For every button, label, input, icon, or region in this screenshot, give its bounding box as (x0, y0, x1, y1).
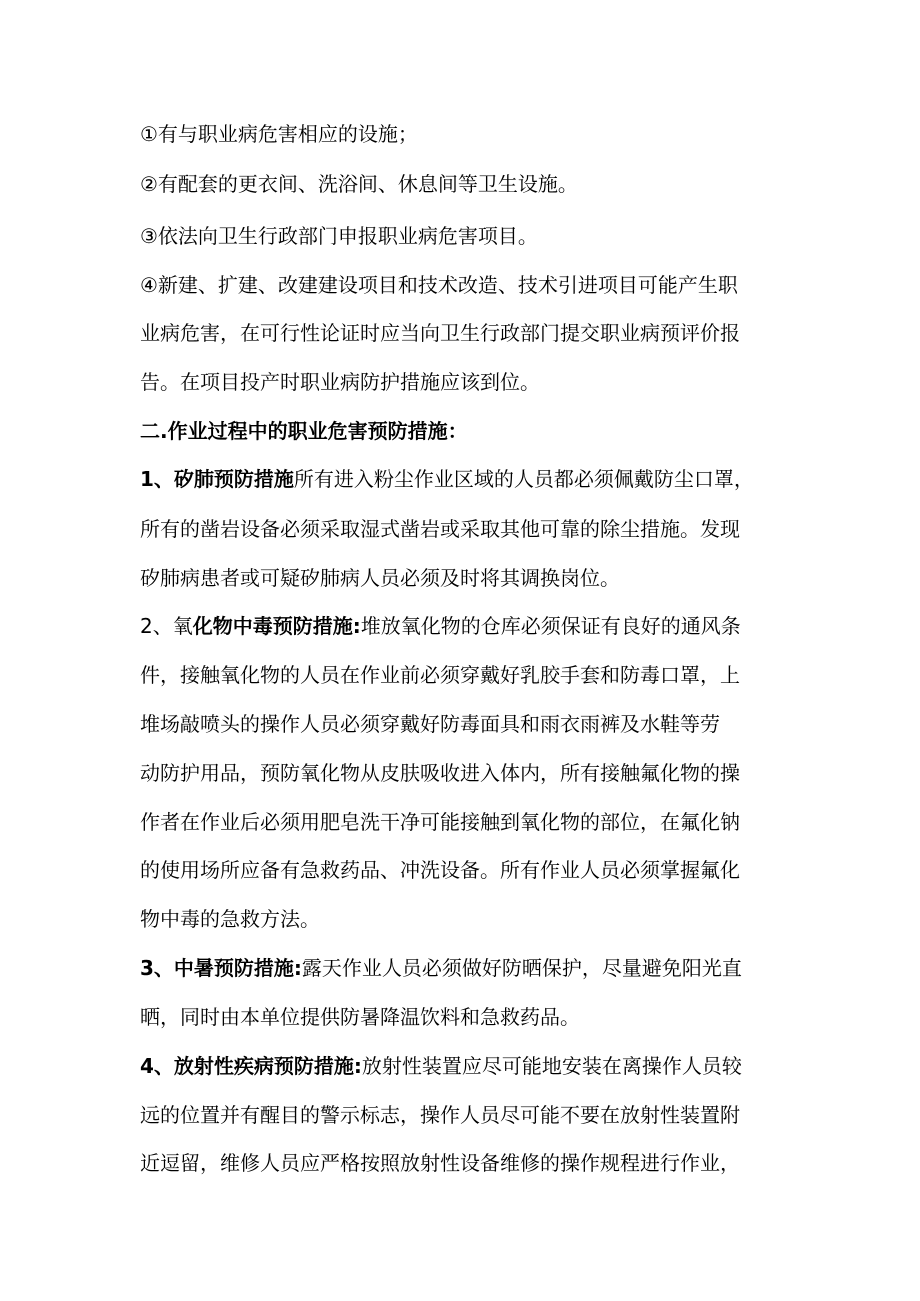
paragraph-title: 3、中暑预防措施: (140, 956, 302, 980)
paragraph-title: 化物中毒预防措施: (192, 614, 361, 638)
paragraph-radiation-line2: 远的位置并有醒目的警示标志，操作人员尽可能不要在放射性装置附 (140, 1103, 740, 1127)
list-item-projects-line3: 告。在项目投产时职业病防护措施应该到位。 (140, 370, 540, 394)
paragraph-silicosis-line3: 矽肺病患者或可疑矽肺病人员必须及时将其调换岗位。 (140, 566, 620, 590)
paragraph-oxide-line6: 的使用场所应备有急救药品、冲洗设备。所有作业人员必须掌握氟化 (140, 858, 740, 882)
paragraph-oxide-line5: 作者在作业后必须用肥皂洗干净可能接触到氧化物的部位，在氟化钠 (140, 810, 740, 834)
paragraph-heatstroke-line2: 晒，同时由本单位提供防暑降温饮料和急救药品。 (140, 1005, 580, 1029)
paragraph-title: 1、矽肺预防措施 (140, 467, 294, 491)
paragraph-silicosis-line2: 所有的凿岩设备必须采取湿式凿岩或采取其他可靠的除尘措施。发现 (140, 517, 740, 541)
paragraph-radiation-line3: 近逗留，维修人员应严格按照放射性设备维修的操作规程进行作业， (140, 1151, 740, 1175)
paragraph-heatstroke-line1: 3、中暑预防措施:露天作业人员必须做好防晒保护，尽量避免阳光直 (140, 956, 742, 980)
paragraph-radiation-line1: 4、放射性疾病预防措施:放射性装置应尽可能地安装在离操作人员较 (140, 1054, 742, 1078)
paragraph-oxide-line1: 2、氧化物中毒预防措施:堆放氧化物的仓库必须保证有良好的通风条 (140, 614, 741, 638)
paragraph-oxide-line3: 堆场敲喷头的操作人员必须穿戴好防毒面具和雨衣雨裤及水鞋等劳 (140, 712, 720, 736)
list-item-declare: ③依法向卫生行政部门申报职业病危害项目。 (140, 224, 538, 248)
paragraph-title: 4、放射性疾病预防措施: (140, 1054, 362, 1078)
paragraph-oxide-line2: 件，接触氧化物的人员在作业前必须穿戴好乳胶手套和防毒口罩，上 (140, 663, 740, 687)
paragraph-oxide-line7: 物中毒的急救方法。 (140, 907, 320, 931)
paragraph-silicosis-line1: 1、矽肺预防措施所有进入粉尘作业区域的人员都必须佩戴防尘口罩， (140, 467, 754, 491)
section-heading: 二.作业过程中的职业危害预防措施： (140, 419, 468, 443)
list-item-facilities: ①有与职业病危害相应的设施； (140, 122, 418, 146)
paragraph-oxide-line4: 动防护用品，预防氧化物从皮肤吸收进入体内，所有接触氟化物的操 (140, 761, 740, 785)
list-item-sanitary: ②有配套的更衣间、洗浴间、休息间等卫生设施。 (140, 172, 578, 196)
list-item-projects-line2: 业病危害，在可行性论证时应当向卫生行政部门提交职业病预评价报 (140, 321, 740, 345)
list-item-projects-line1: ④新建、扩建、改建建设项目和技术改造、技术引进项目可能产生职 (140, 273, 738, 297)
